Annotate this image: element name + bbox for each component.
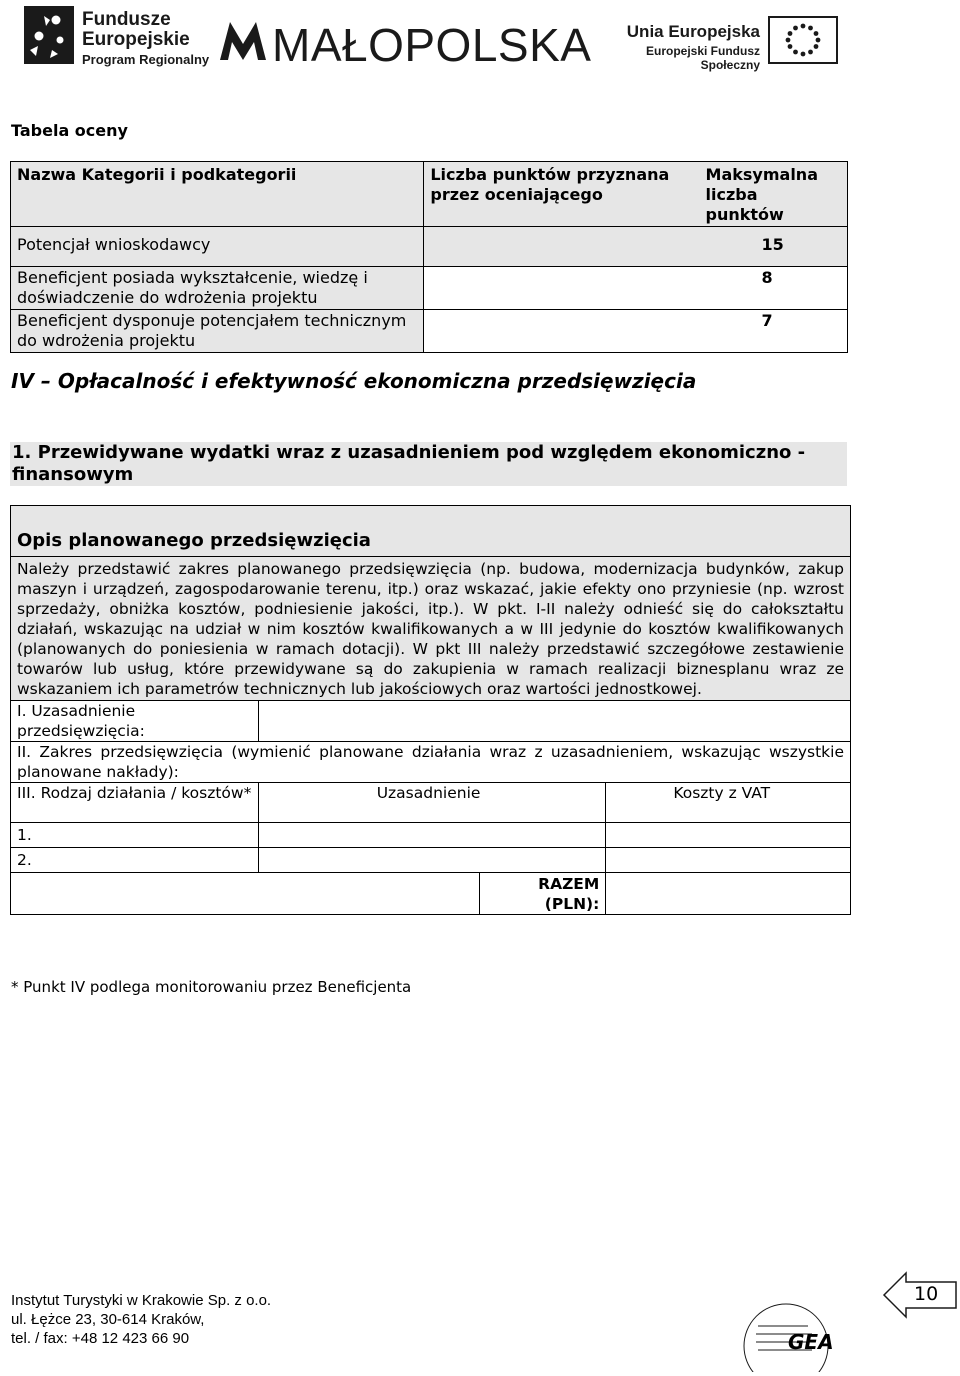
item-row-number: 1. <box>11 823 259 848</box>
row1-label: I. Uzasadnienie przedsięwzięcia: <box>11 701 259 742</box>
footer-line1: Instytut Turystyki w Krakowie Sp. z o.o. <box>11 1292 272 1309</box>
col-header-max: Maksymalna liczba punktów <box>700 162 848 227</box>
rating-table <box>10 161 848 353</box>
table-title: Tabela oceny <box>11 121 128 140</box>
header-logos <box>0 0 960 80</box>
col-cost-label: Koszty z VAT <box>673 784 771 802</box>
section-title: IV – Opłacalność i efektywność ekonomiczna przedsięwzięcia <box>11 369 697 393</box>
subcategory-max: 8 <box>700 267 848 310</box>
page-number: 10 <box>914 1283 939 1305</box>
category-max: 15 <box>700 227 848 267</box>
opis-table <box>10 505 851 915</box>
footer-line3: tel. / fax: +48 12 423 66 90 <box>11 1330 190 1347</box>
total-value <box>606 873 851 915</box>
category-name: Potencjał wnioskodawcy <box>11 227 424 267</box>
category-awarded <box>424 227 700 267</box>
item-row-justification <box>258 848 606 873</box>
col-justification <box>258 783 606 823</box>
seal-logo: GEA <box>788 1330 834 1354</box>
ue-line1: Unia Europejska <box>626 22 760 41</box>
item-row-cost <box>606 848 851 873</box>
col-justification-label: Uzasadnienie <box>376 784 481 802</box>
total-blank <box>11 873 480 915</box>
ue-logo-text <box>590 22 760 72</box>
footnote: * Punkt IV podlega monitorowaniu przez Beneficjenta <box>11 978 412 996</box>
item-row-cost <box>606 823 851 848</box>
item-row-number: 2. <box>11 848 259 873</box>
subcategory-awarded <box>424 267 700 310</box>
subcategory-name: Beneficjent dysponuje potencjałem technicznym do wdrożenia projektu <box>11 310 424 353</box>
col-header-awarded: Liczba punktów przyznana przez oceniającego <box>424 162 700 227</box>
subcategory-name: Beneficjent posiada wykształcenie, wiedzę i doświadczenie do wdrożenia projektu <box>11 267 424 310</box>
logo-fe-line3: Program Regionalny <box>82 51 210 67</box>
footer-line2: ul. Łężce 23, 30-614 Kraków, <box>11 1311 205 1328</box>
malopolska-emblem-icon <box>218 18 268 62</box>
fundusze-europejskie-logo-icon <box>24 6 74 64</box>
logo-fe-line2: Europejskie <box>82 28 190 50</box>
footer-address <box>11 1291 271 1348</box>
institute-seal-icon <box>728 1286 838 1372</box>
col-type: III. Rodzaj działania / kosztów* <box>11 783 259 823</box>
row2-label: II. Zakres przedsięwzięcia (wymienić planowane działania wraz z uzasadnieniem, wskazując wszystkie planowane nakłady): <box>11 742 851 783</box>
subcategory-awarded <box>424 310 700 353</box>
item-row-justification <box>258 823 606 848</box>
ue-line2: Europejski Fundusz Społeczny <box>645 44 760 72</box>
col-cost <box>606 783 851 823</box>
subsection-title: 1. Przewidywane wydatki wraz z uzasadnieniem pod względem ekonomiczno - finansowym <box>10 442 847 486</box>
col-header-category: Nazwa Kategorii i podkategorii <box>11 162 424 227</box>
subcategory-max: 7 <box>700 310 848 353</box>
malopolska-logo: MAŁOPOLSKA <box>272 19 592 71</box>
row1-value <box>258 701 850 742</box>
eu-flag-icon <box>768 16 838 64</box>
logo-fe-line1: Fundusze <box>82 9 171 30</box>
total-label: RAZEM (PLN): <box>480 873 606 915</box>
opis-heading-text: Opis planowanego przedsięwzięcia <box>17 530 371 551</box>
fundusze-europejskie-logo <box>82 10 209 67</box>
opis-heading <box>11 506 851 557</box>
opis-instruction: Należy przedstawić zakres planowanego przedsięwzięcia (np. budowa, modernizacja budynków, zakup maszyn i urządzeń, zagospodarowanie terenu, itp.) oraz wskazać, jakie efekty ono przyniesie (np. wzrost sprzedaży, obniżka kosztów, podniesienie jakości, itp.). W pkt. I-II należy odnieść się do całokształtu działań, wskazując na udział w nim kosztów kwalifikowanych a w III jedynie do kosztów kwalifikowanych (planowanych do poniesienia w ramach dotacji). W pkt III należy przedstawić szczegółowe zestawienie towarów lub usług, które przewidywane są do zakupienia w ramach realizacji biznesplanu wraz ze wskazaniem ich parametrów technicznych lub jakościowych oraz wartości jednostkowej. <box>11 557 851 701</box>
